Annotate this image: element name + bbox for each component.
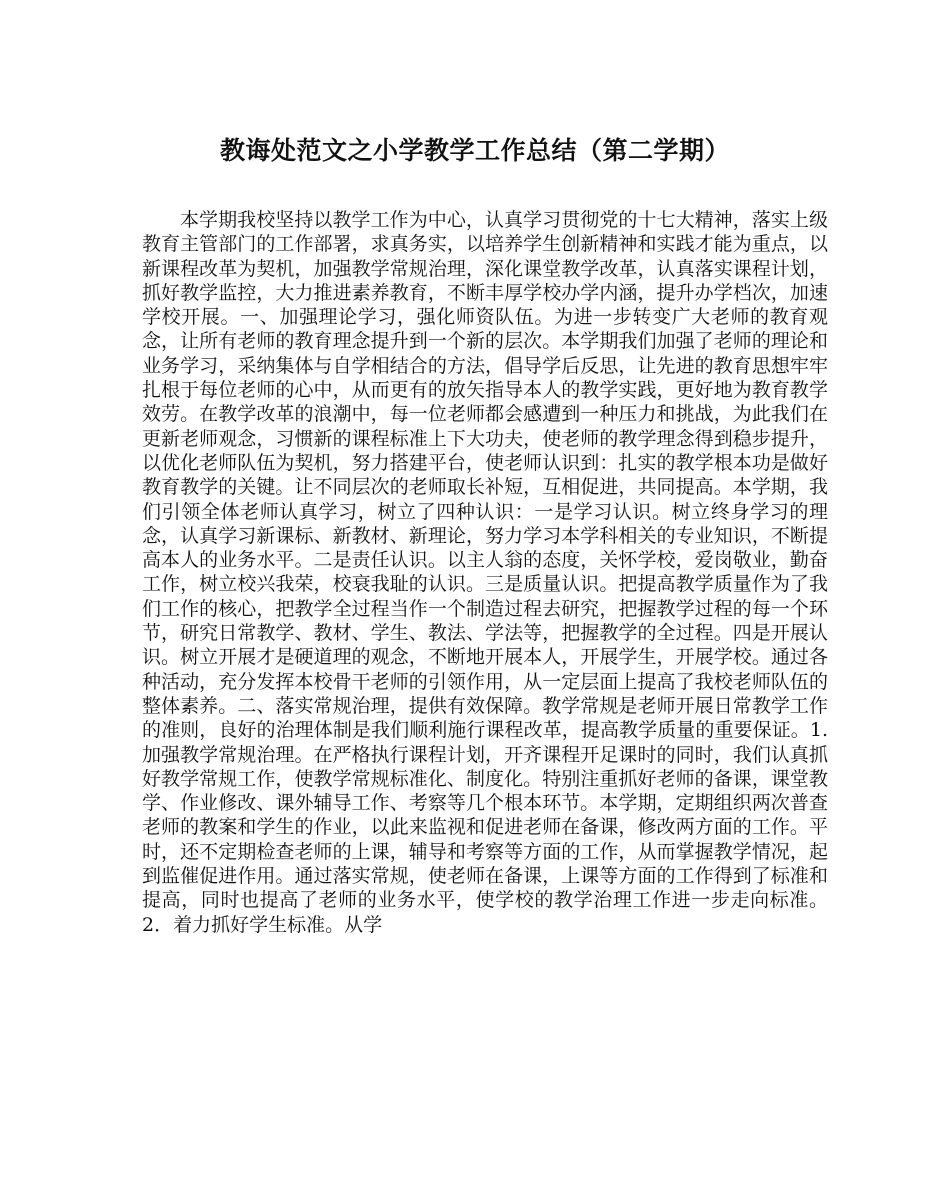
document-body-paragraph: 本学期我校坚持以教学工作为中心，认真学习贯彻党的十七大精神，落实上级教育主管部门的工作部署，求真务实，以培养学生创新精神和实践才能为重点，以新课程改革为契机，加强教学常规治理，深化课堂教学改革，认真落实课程计划，抓好教学监控，大力推进素养教育，不断丰厚学校办学内涵，提升办学档次，加速学校开展。一、加强理论学习，强化师资队伍。为进一步转变广大老师的教育观念，让所有老师的教育理念提升到一个新的层次。本学期我们加强了老师的理论和业务学习，采纳集体与自学相结合的方法，倡导学后反思，让先进的教育思想牢牢扎根于每位老师的心中，从而更有的放矢指导本人的教学实践，更好地为教育教学效劳。在教学改革的浪潮中，每一位老师都会感遭到一种压力和挑战，为此我们在更新老师观念，习惯新的课程标准上下大功夫，使老师的教学理念得到稳步提升，以优化老师队伍为契机，努力搭建平台，使老师认识到：扎实的教学根本功是做好教育教学的关键。让不同层次的老师取长补短，互相促进，共同提高。本学期，我们引领全体老师认真学习，树立了四种认识：一是学习认识。树立终身学习的理念，认真学习新课标、新教材、新理论，努力学习本学科相关的专业知识，不断提高本人的业务水平。二是责任认识。以主人翁的态度，关怀学校，爱岗敬业，勤奋工作，树立校兴我荣，校衰我耻的认识。三是质量认识。把提高教学质量作为了我们工作的核心，把教学全过程当作一个制造过程去研究，把握教学过程的每一个环节，研究日常教学、教材、学生、教法、学法等，把握教学的全过程。四是开展认识。树立开展才是硬道理的观念，不断地开展本人，开展学生，开展学校。通过各种活动，充分发挥本校骨干老师的引领作用，从一定层面上提高了我校老师队伍的整体素养。二、落实常规治理，提供有效保障。教学常规是老师开展日常教学工作的准则，良好的治理体制是我们顺利施行课程改革，提高教学质量的重要保证。1.加强教学常规治理。在严格执行课程计划，开齐课程开足课时的同时，我们认真抓好教学常规工作，使教学常规标准化、制度化。特别注重抓好老师的备课，课堂教学、作业修改、课外辅导工作、考察等几个根本环节。本学期，定期组织两次普查老师的教案和学生的作业，以此来监视和促进老师在备课，修改两方面的工作。平时，还不定期检查老师的上课，辅导和考察等方面的工作，从而掌握教学情况，起到监催促进作用。通过落实常规，使老师在备课，上课等方面的工作得到了标准和提高，同时也提高了老师的业务水平，使学校的教学治理工作进一步走向标准。2．着力抓好学生标准。从学: [142, 209, 828, 936]
document-title: 教诲处范文之小学教学工作总结（第二学期）: [219, 136, 730, 165]
